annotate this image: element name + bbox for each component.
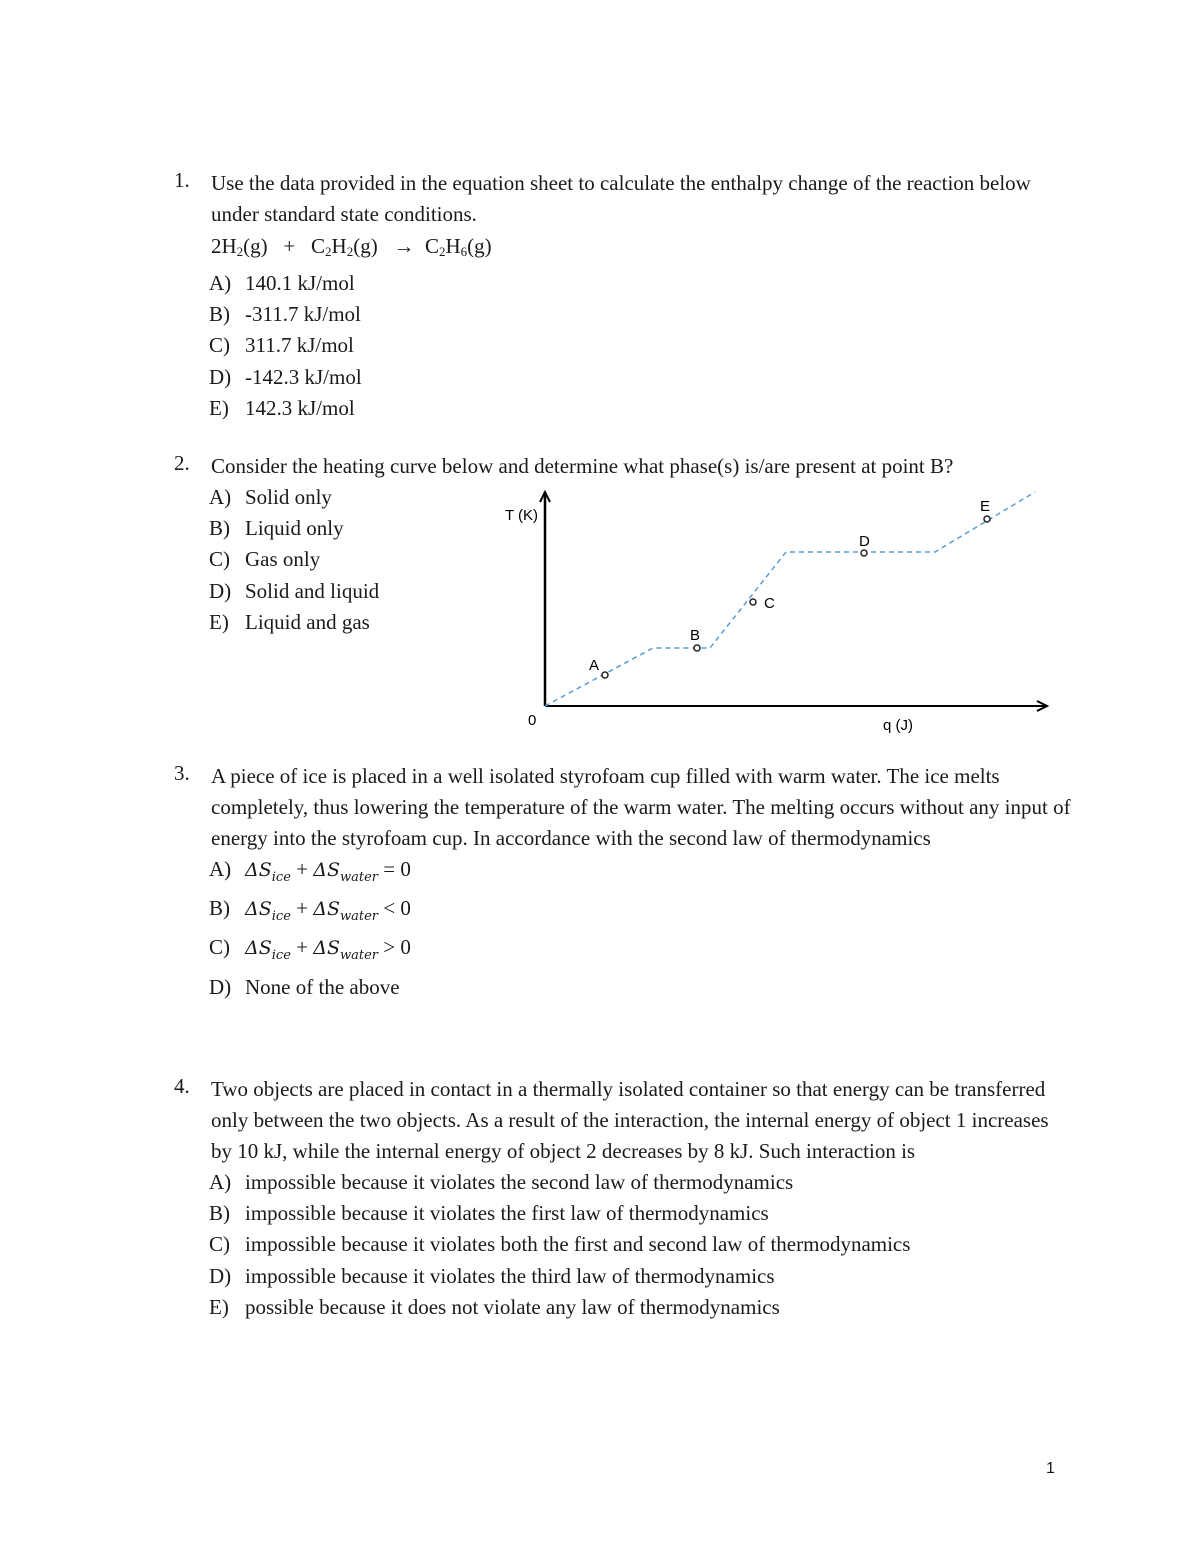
option-e: E) possible because it does not violate any law of thermodynamics	[209, 1294, 780, 1319]
question-3	[174, 761, 1074, 1003]
option-e: E) 142.3 kJ/mol	[209, 395, 355, 420]
option-c: C) Gas only	[209, 547, 321, 572]
page-number: 1	[1046, 1460, 1055, 1477]
option-d: D) None of the above	[209, 974, 400, 999]
option-d: D) impossible because it violates the third law of thermodynamics	[209, 1263, 775, 1288]
question-1	[174, 168, 1074, 424]
chemical-equation: $2H_2(g)$ + $C_2H_2(g)$ → $C_2H_6(g)$	[211, 234, 492, 259]
option-d: D) -142.3 kJ/mol	[209, 364, 362, 389]
svg-text:B: B	[690, 627, 701, 644]
option-a: A) $\Delta S_{ice} + \Delta S_{water} = 0$	[209, 857, 411, 885]
question-text: Use the data provided in the equation sheet to calculate the enthalpy change of the reaction below under standard state conditions.	[211, 171, 1031, 226]
point-a	[589, 657, 608, 678]
svg-text:C: C	[764, 595, 775, 612]
origin-label: 0	[528, 712, 537, 729]
option-c: C) 311.7 kJ/mol	[209, 333, 354, 358]
question-text: Two objects are placed in contact in a thermally isolated container so that energy can be transferred only between the two objects. As a result of the interaction, the internal energy of object 1 increases by 10 kJ, while the internal energy of object 2 decreases by 8 kJ. Such interaction is	[211, 1077, 1049, 1163]
heating-curve-line	[545, 492, 1035, 706]
option-c: C) $\Delta S_{ice} + \Delta S_{water} > 0$	[209, 935, 411, 964]
question-number: 1.	[174, 168, 190, 192]
point-b	[690, 627, 700, 651]
option-a: A) 140.1 kJ/mol	[209, 271, 355, 295]
option-a: A) impossible because it violates the second law of thermodynamics	[209, 1170, 794, 1194]
x-axis-label: q (J)	[883, 717, 913, 734]
question-text: A piece of ice is placed in a well isolated styrofoam cup filled with warm water. The ice melts completely, thus lowering the temperature of the warm water. The melting occurs without any input of energy into the styrofoam cup. In accordance with the second law of thermodynamics	[211, 764, 1071, 850]
heating-curve-chart	[490, 480, 1060, 740]
question-4	[174, 1074, 1074, 1323]
option-c: C) impossible because it violates both the first and second law of thermodynamics	[209, 1232, 911, 1257]
question-text: Consider the heating curve below and determine what phase(s) is/are present at point B?	[211, 454, 954, 478]
arrow-icon: →	[393, 234, 415, 258]
y-axis-label: T (K)	[505, 507, 539, 524]
svg-text:D: D	[859, 533, 870, 550]
point-e	[980, 498, 990, 522]
svg-text:E: E	[980, 498, 991, 515]
option-a: A) Solid only	[209, 485, 332, 509]
option-b: B) $\Delta S_{ice} + \Delta S_{water} < 0$	[209, 896, 411, 925]
option-d: D) Solid and liquid	[209, 578, 380, 603]
point-c	[750, 595, 775, 612]
question-number: 4.	[174, 1074, 190, 1098]
option-e: E) Liquid and gas	[209, 609, 370, 634]
option-b: B) impossible because it violates the first law of thermodynamics	[209, 1201, 769, 1226]
svg-text:A: A	[589, 657, 600, 674]
question-number: 2.	[174, 451, 190, 475]
point-d	[859, 533, 870, 556]
option-b: B) Liquid only	[209, 516, 344, 541]
question-number: 3.	[174, 761, 190, 785]
option-b: B) -311.7 kJ/mol	[209, 302, 361, 327]
